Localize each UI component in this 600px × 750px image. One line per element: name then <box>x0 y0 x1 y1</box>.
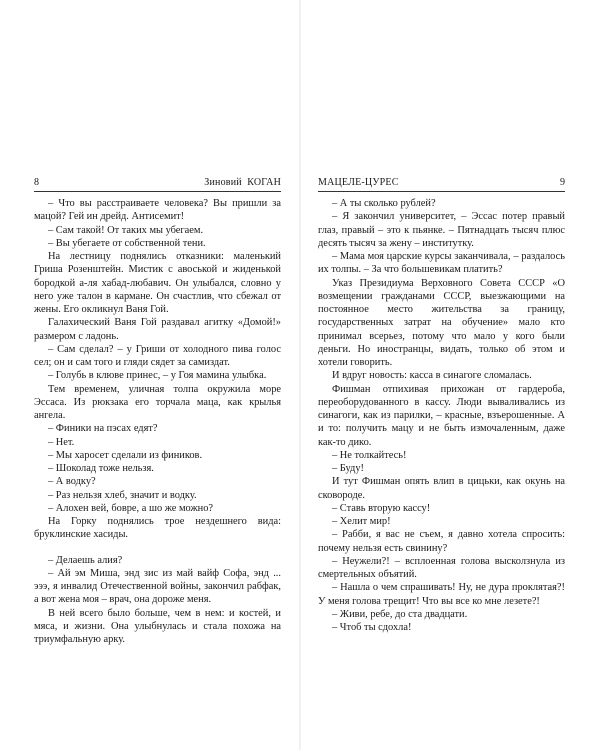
author-last-name: КОГАН <box>247 177 281 188</box>
left-paragraph: – Финики на пэсах едят? <box>48 423 158 435</box>
right-paragraph: – Неужели?! – всплоенная голова высколзнула из смертельных объятий. <box>318 555 565 580</box>
right-paragraph: – Я закончил университет, – Эссас потер правый глаз, правый – это к пьянке. – Пятнадцать тысяч плюс десять тысяч за жену – институтку. <box>318 211 565 249</box>
right-paragraph: – Ставь вторую кассу! <box>332 502 431 514</box>
right-paragraph: – Не толкайтесь! <box>332 449 407 461</box>
running-head-title: МАЦЕЛЕ-ЦУРЕС <box>318 177 399 188</box>
right-paragraph: – Чтоб ты сдохла! <box>332 622 412 633</box>
right-paragraph: И вдруг новость: касса в синагоге сломалась. <box>332 370 532 382</box>
left-paragraph: – Сам сделал? – у Гриши от холодного пива голос сел; он и сам того и гляди сядет за самиздат. <box>34 343 281 368</box>
right-page <box>300 0 600 750</box>
right-paragraph: – Живи, ребе, до ста двадцати. <box>332 608 468 620</box>
left-paragraph: – Голубь в клюве принес, – у Гоя мамина улыбка. <box>48 370 267 382</box>
left-paragraph: – Мы харосет сделали из фиников. <box>48 449 203 461</box>
right-paragraph: – Рабби, я вас не съем, я давно хотела спросить: почему нельзя есть свинину? <box>318 529 565 554</box>
left-page-body <box>34 197 281 646</box>
left-page-header <box>34 177 281 192</box>
right-page-body <box>318 197 565 634</box>
right-paragraph: И тут Фишман опять влип в цицьки, как окунь на сковороде. <box>318 476 565 501</box>
left-paragraph: На лестницу поднялись отказники: маленький Гриша Розенштейн. Мистик с авоськой и жиденькой бородкой а-ля хабад-любавич. Он улыбался, словно у него уже талон в кармане. Он счастлив, что сбежал от жены. Его окликнул Ваня Гой. <box>34 251 281 315</box>
left-paragraph: Галахический Ваня Гой раздавал агитку «Домой!» размером с ладонь. <box>34 317 281 342</box>
page-number-right: 9 <box>560 177 565 188</box>
right-paragraph: Указ Президиума Верховного Совета СССР «О возмещении гражданами СССР, выезжающими на постоянное место жительства за границу, государственных затрат на обучение» мало кто принимал всерьез, потому что мало у кого были деньги. Но иностранцы, видать, только об этом и хотели говорить. <box>318 277 565 368</box>
running-head-author <box>204 177 281 189</box>
left-paragraph: В ней всего было больше, чем в нем: и костей, и мяса, и жизни. Она улыбнулась и стала похожа на триумфальную арку. <box>34 607 281 645</box>
left-paragraph: – Алохен вей, бовре, а шо же можно? <box>48 502 214 514</box>
left-paragraph: На Горку поднялись трое нездешнего вида: бруклинские хасиды. <box>34 516 281 541</box>
left-paragraph: – Делаешь алия? <box>48 554 123 566</box>
left-paragraph: – Что вы расстраиваете человека? Вы пришли за мацой? Гей ин дрейд. Антисемит! <box>34 198 281 223</box>
right-paragraph: – Мама моя царские курсы заканчивала, – раздалось их толпы. – За что большевикам платить? <box>318 251 565 276</box>
right-paragraph: Фишман отпихивая прихожан от гардероба, переоборудованного в кассу. Люди вываливались из синагоги, как из парилки, – красные, взъерошенные. А и то: получить мацу и не быть измочаленным, даже как-то дико. <box>318 383 565 448</box>
right-paragraph: – Хелит мир! <box>332 516 391 527</box>
author-first-name: Зиновий <box>204 177 242 188</box>
left-paragraph: Тем временем, уличная толпа окружила море Эссаса. Из рюкзака его торчала маца, как крылья ангела. <box>34 383 281 421</box>
left-paragraph: – Ай эм Миша, энд зис из май вайф Софа, энд ... эээ, я инвалид Отечественной войны, закончил рабфак, а вот жена моя – врач, она дороже меня. <box>34 567 281 606</box>
left-paragraph: – Раз нельзя хлеб, значит и водку. <box>48 489 197 501</box>
right-paragraph: – Буду! <box>332 463 364 474</box>
page-number-left: 8 <box>34 177 39 188</box>
left-paragraph: – Нет. <box>48 436 75 448</box>
right-paragraph: – Нашла о чем спрашивать! Ну, не дура проклятая?! У меня голова трещит! Что вы все ко мне лезете?! <box>318 582 565 607</box>
right-paragraph: – А ты сколько рублей? <box>332 198 436 209</box>
left-paragraph: – Шоколад тоже нельзя. <box>48 463 154 474</box>
left-paragraph: – Сам такой! От таких мы убегаем. <box>48 224 204 236</box>
left-paragraph: – Вы убегаете от собственной тени. <box>48 237 206 249</box>
right-page-header <box>318 177 565 192</box>
left-paragraph: – А водку? <box>48 476 96 488</box>
